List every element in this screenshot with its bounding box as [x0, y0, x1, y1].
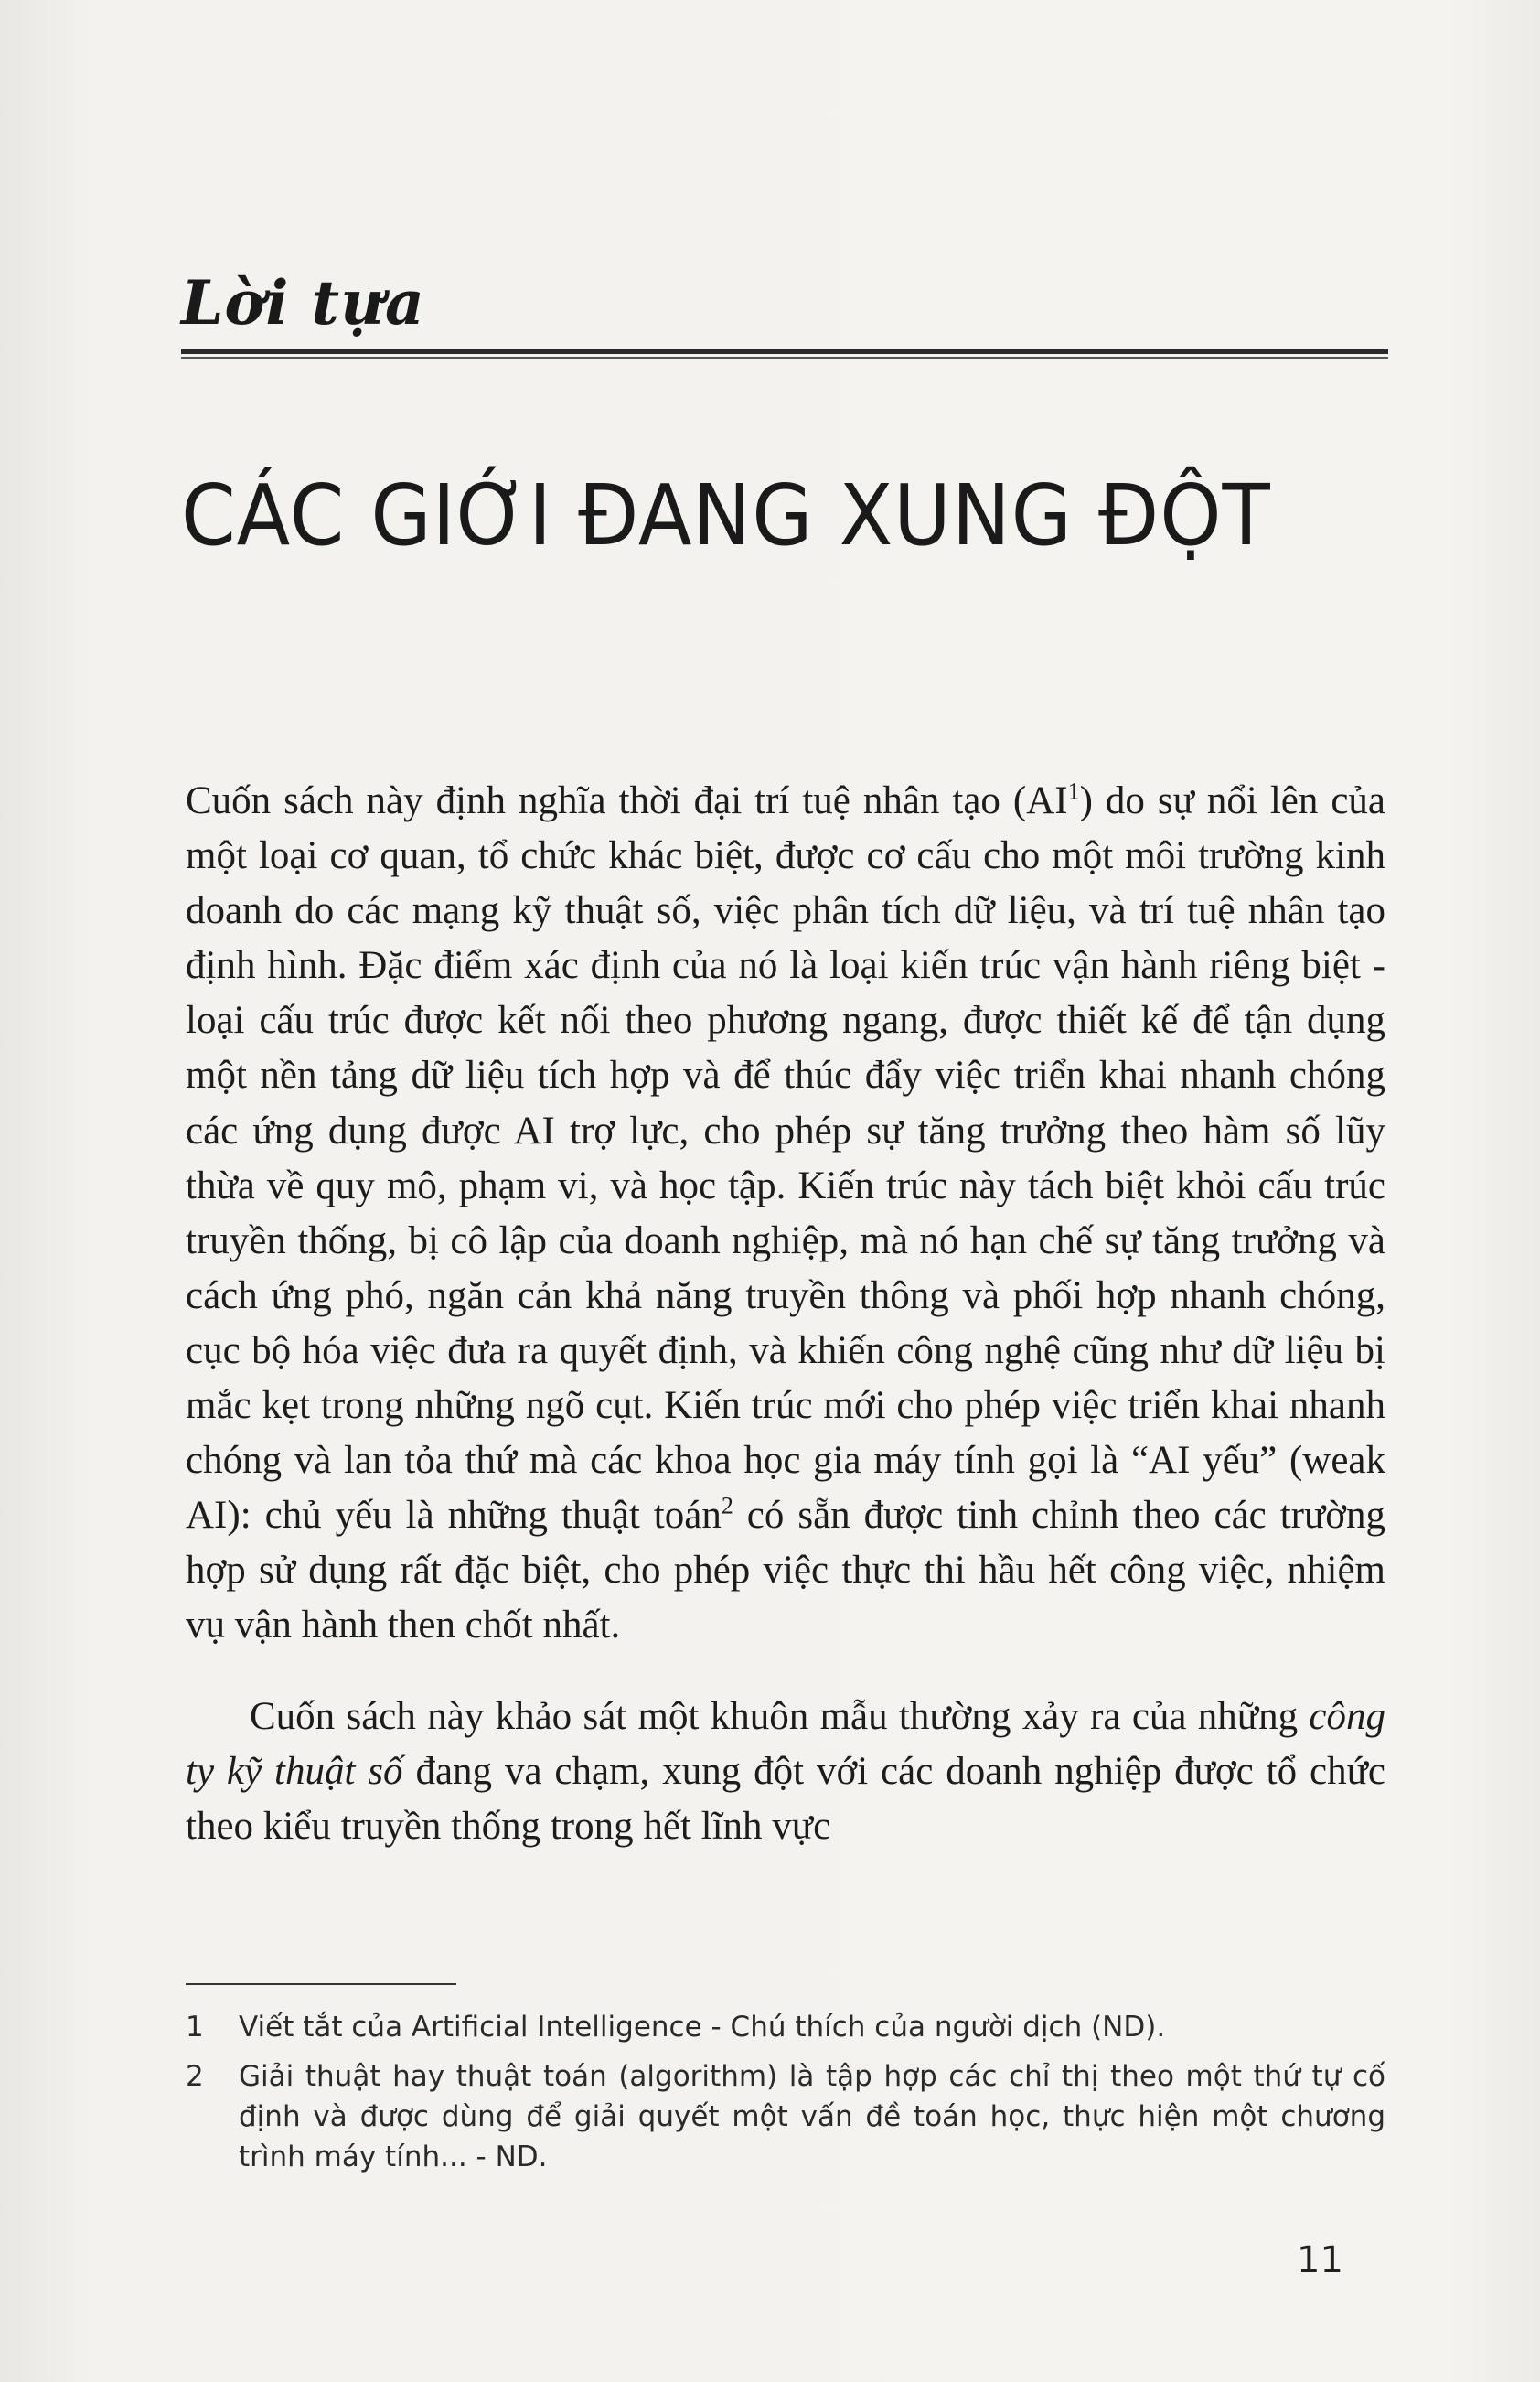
section-label: Lời tựa [181, 267, 425, 338]
footnote-ref-1: 1 [1067, 778, 1080, 805]
paragraph-1 [186, 774, 1385, 1654]
footnote-2 [186, 2056, 1385, 2177]
footnote-rule [186, 1983, 456, 1985]
paragraph-2-text-b: đang va chạm, xung đột với các doanh nghiệp được tổ chức theo kiểu truyền thống trong hết lĩnh vực [186, 1749, 1385, 1848]
footnote-number: 2 [186, 2060, 204, 2093]
footnote-ref-2: 2 [721, 1492, 733, 1519]
chapter-title: CÁC GIỚI ĐANG XUNG ĐỘT [181, 467, 1271, 564]
footnote-number: 1 [186, 2011, 204, 2044]
footnote-text: Viết tắt của Artificial Intelligence - Chú thích của người dịch (ND). [239, 2011, 1166, 2044]
footnote-1 [186, 2007, 1385, 2047]
footnotes [186, 2007, 1385, 2186]
footnote-text: Giải thuật hay thuật toán (algorithm) là tập hợp các chỉ thị theo một thứ tự cố định và được dùng để giải quyết một vấn đề toán học, thực hiện một chương trình máy tính... - ND. [239, 2060, 1385, 2173]
section-rule [181, 349, 1388, 354]
paragraph-1-text-b: ) do sự nổi lên của một loại cơ quan, tổ chức khác biệt, được cơ cấu cho một môi trường kinh doanh do các mạng kỹ thuật số, việc phân tích dữ liệu, và trí tuệ nhân tạo định hình. Đặc điểm xác định của nó là loại kiến trúc vận hành riêng biệt - loại cấu trúc được kết nối theo phương ngang, được thiết kế để tận dụng một nền tảng dữ liệu tích hợp và để thúc đẩy việc triển khai nhanh chóng các ứng dụng được AI trợ lực, cho phép sự tăng trưởng theo hàm số lũy thừa về quy mô, phạm vi, và học tập. Kiến trúc này tách biệt khỏi cấu trúc truyền thống, bị cô lập của doanh nghiệp, mà nó hạn chế sự tăng trưởng và cách ứng phó, ngăn cản khả năng truyền thông và phối hợp nhanh chóng, cục bộ hóa việc đưa ra quyết định, và khiến công nghệ cũng như dữ liệu bị mắc kẹt trong những ngõ cụt. Kiến trúc mới cho phép việc triển khai nhanh chóng và lan tỏa thứ mà các khoa học gia máy tính gọi là “AI yếu” (weak AI): chủ yếu là những thuật toán [186, 779, 1385, 1538]
page-number: 11 [1297, 2239, 1343, 2281]
body-text [186, 774, 1385, 1854]
paragraph-1-text-c: có sẵn được tinh chỉnh theo các trường hợp sử dụng rất đặc biệt, cho phép việc thực thi hầu hết công việc, nhiệm vụ vận hành then chốt nhất. [186, 1494, 1385, 1647]
paragraph-2-emphasis: công ty kỹ thuật số [186, 1694, 1385, 1793]
paragraph-2-text-a: Cuốn sách này khảo sát một khuôn mẫu thường xảy ra của những [250, 1694, 1310, 1738]
paragraph-1-text-a: Cuốn sách này định nghĩa thời đại trí tuệ nhân tạo (AI [186, 779, 1068, 822]
paragraph-2 [186, 1690, 1385, 1854]
